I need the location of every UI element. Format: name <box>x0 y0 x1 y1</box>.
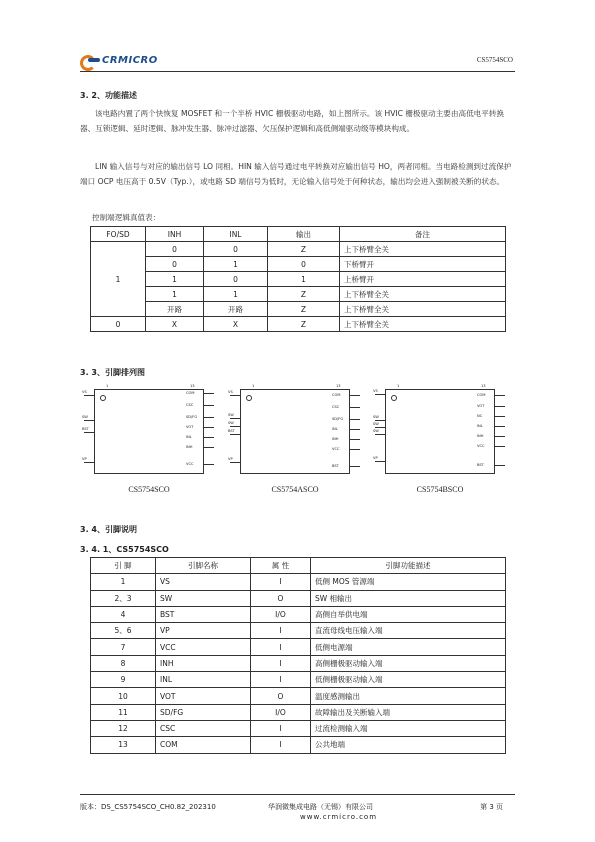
chip-pin <box>495 406 505 407</box>
pin-table-cell: 4 <box>91 606 156 622</box>
pin-label: BST <box>228 429 235 433</box>
truth-table-cell: 1 <box>268 272 340 287</box>
truth-table-row <box>91 287 506 302</box>
pin-table-cell: I <box>251 574 311 590</box>
pin-1-marker-icon <box>100 395 106 401</box>
pin-label: BST <box>477 463 484 467</box>
pin-table-cell: 5、6 <box>91 623 156 639</box>
chip-pin <box>375 434 385 435</box>
pin-number-label: 1 <box>106 384 109 388</box>
truth-table-caption: 控制端逻辑真值表： <box>92 213 161 222</box>
pin-table-cell: I <box>251 623 311 639</box>
truth-table-cell: X <box>204 317 268 332</box>
logo-text: CRMICRO <box>102 54 158 66</box>
pin-1-marker-icon <box>246 395 252 401</box>
pin-table-cell: 公共地端 <box>311 737 506 753</box>
pin-label: SW <box>373 429 379 433</box>
pin-description-table <box>90 557 506 754</box>
section-3-4-title: 3. 4、引脚说明 <box>80 525 137 534</box>
chip-pin <box>350 466 360 467</box>
chip-pin <box>495 416 505 417</box>
pin-label: VCC <box>186 462 194 466</box>
pin-label: COM <box>332 393 341 397</box>
truth-table-row <box>91 272 506 287</box>
pin-table-cell: 高侧自举供电端 <box>311 606 506 622</box>
section-3-2-title: 3. 2、功能描述 <box>80 91 137 100</box>
pin-label: SW <box>82 415 88 419</box>
chip-pin <box>84 395 94 396</box>
pin-table-cell: SW 相输出 <box>311 590 506 606</box>
pin-table-row <box>91 688 506 704</box>
pin-table-cell: I <box>251 737 311 753</box>
chip-pin <box>495 465 505 466</box>
truth-table-cell: 上下桥臂全关 <box>340 287 506 302</box>
chip-pin <box>375 461 385 462</box>
truth-table-cell: Z <box>268 287 340 302</box>
chip-pin <box>204 447 214 448</box>
pin-table-cell: INL <box>156 672 251 688</box>
pin-table-row <box>91 737 506 753</box>
pin-table-cell: 9 <box>91 672 156 688</box>
chip-pin <box>350 429 360 430</box>
pin-label: VS <box>373 389 378 393</box>
chip-pin <box>230 434 240 435</box>
pin-table-cell: 过流检测输入端 <box>311 720 506 736</box>
pin-table-cell: 8 <box>91 655 156 671</box>
pin-table-cell: 12 <box>91 720 156 736</box>
chip-pin <box>230 462 240 463</box>
pin-label: COM <box>186 391 195 395</box>
pin-table-cell: SW <box>156 590 251 606</box>
chip-package <box>385 389 495 474</box>
truth-table-cell: 0 <box>204 272 268 287</box>
chip-pin <box>350 419 360 420</box>
pin-number-label: 13 <box>336 384 341 388</box>
chip-pin <box>230 426 240 427</box>
pin-table-cell: 11 <box>91 704 156 720</box>
chip-pin <box>84 462 94 463</box>
chip-package <box>240 389 350 474</box>
truth-table-cell: 1 <box>204 287 268 302</box>
pin-table-cell: 低侧栅极驱动输入端 <box>311 672 506 688</box>
footer-page-number: 第 3 页 <box>480 803 503 811</box>
pin-label: VP <box>373 456 378 460</box>
pin-label: SD/FG <box>332 417 344 421</box>
pin-table-cell: 故障输出及关断输入端 <box>311 704 506 720</box>
pin-table-cell: I/O <box>251 704 311 720</box>
pin-table-header: 引脚功能描述 <box>311 558 506 574</box>
chip-pin <box>495 436 505 437</box>
pin-label: INH <box>477 434 484 438</box>
chip-pin <box>495 395 505 396</box>
truth-table-cell: 1 <box>204 257 268 272</box>
pin-table-row <box>91 623 506 639</box>
chip-pin <box>230 395 240 396</box>
pin-number-label: 1 <box>397 384 400 388</box>
truth-table-cell: 0 <box>268 257 340 272</box>
chip-pin <box>204 405 214 406</box>
pin-table-cell: 低侧电源端 <box>311 639 506 655</box>
chip-pin <box>230 418 240 419</box>
pin-table-cell: O <box>251 590 311 606</box>
truth-table-cell: 0 <box>91 317 146 332</box>
pin-label: CSC <box>332 405 340 409</box>
pin-table-cell: 10 <box>91 688 156 704</box>
truth-table-cell: Z <box>268 317 340 332</box>
pin-label: VS <box>82 390 87 394</box>
pin-label: VS <box>228 390 233 394</box>
pin-number-label: 13 <box>481 384 486 388</box>
chip-pin <box>204 464 214 465</box>
truth-table-cell: 0 <box>146 242 204 257</box>
pin-table-cell: I <box>251 672 311 688</box>
page-footer <box>80 794 515 824</box>
pin-table-cell: BST <box>156 606 251 622</box>
company-logo <box>80 52 158 68</box>
pin-table-cell: I <box>251 639 311 655</box>
truth-table-cell: 1 <box>146 272 204 287</box>
pin-table-cell: CSC <box>156 720 251 736</box>
pin-label: SW <box>228 421 234 425</box>
pin-label: VOT <box>186 425 194 429</box>
pin-table-cell: 温度感测输出 <box>311 688 506 704</box>
pin-label: INL <box>477 424 483 428</box>
chip-pin <box>204 427 214 428</box>
chip-pin <box>204 393 214 394</box>
chip-pin <box>350 439 360 440</box>
footer-company: 华润微集成电路（无锡）有限公司 <box>268 803 373 811</box>
pin-label: VOT <box>477 404 485 408</box>
pin-table-row <box>91 672 506 688</box>
pin-label: SW <box>373 415 379 419</box>
pin-label: BST <box>332 464 339 468</box>
footer-version: 版本：DS_CS5754SCO_CH0.82_202310 <box>80 803 216 811</box>
chip-pin <box>84 432 94 433</box>
truth-table-header: 备注 <box>340 227 506 242</box>
truth-table-cell: 上下桥臂全关 <box>340 317 506 332</box>
pin-table-cell: O <box>251 688 311 704</box>
pin-1-marker-icon <box>391 395 397 401</box>
chip-pin <box>204 437 214 438</box>
logo-mark-icon <box>80 54 102 66</box>
chip-pin <box>375 394 385 395</box>
pin-table-row <box>91 574 506 590</box>
truth-table-cell: 上桥臂开 <box>340 272 506 287</box>
header-model: CS5754SCO <box>476 56 513 64</box>
chip-pin <box>495 446 505 447</box>
chip-name: CS5754BSCO <box>416 485 464 494</box>
pin-label: INL <box>332 427 338 431</box>
pin-table-cell: I/O <box>251 606 311 622</box>
pin-table-cell: 13 <box>91 737 156 753</box>
pin-table-row <box>91 639 506 655</box>
pin-table-cell: INH <box>156 655 251 671</box>
pin-label: INH <box>186 445 193 449</box>
pin-label: SW <box>373 422 379 426</box>
chip-pin <box>350 395 360 396</box>
page-header <box>80 50 515 72</box>
pin-table-cell: 高侧栅极驱动输入端 <box>311 655 506 671</box>
pin-label: SD/FG <box>186 415 198 419</box>
pin-label: SW <box>228 413 234 417</box>
pin-label: INH <box>332 437 339 441</box>
pin-label: NC <box>477 414 483 418</box>
section-3-3-title: 3. 3、引脚排列图 <box>80 368 145 377</box>
pin-table-cell: VCC <box>156 639 251 655</box>
chip-pin <box>204 417 214 418</box>
truth-table-cell: 上下桥臂全关 <box>340 302 506 317</box>
chip-pin <box>84 420 94 421</box>
truth-table-cell: 0 <box>204 242 268 257</box>
truth-table-header: 输出 <box>268 227 340 242</box>
truth-table-cell: 1 <box>146 287 204 302</box>
truth-table-cell: 0 <box>146 257 204 272</box>
pin-table-row <box>91 606 506 622</box>
pin-label: CSC <box>186 403 194 407</box>
chip-pin <box>375 420 385 421</box>
pin-table-row <box>91 655 506 671</box>
pin-table-cell: VP <box>156 623 251 639</box>
chip-pin <box>350 407 360 408</box>
chip-pin <box>495 426 505 427</box>
truth-table <box>90 226 506 332</box>
truth-table-cell: 1 <box>91 242 146 317</box>
pin-table-row <box>91 720 506 736</box>
truth-table-row <box>91 317 506 332</box>
pin-table-cell: I <box>251 655 311 671</box>
truth-table-header: INH <box>146 227 204 242</box>
truth-table-cell: X <box>146 317 204 332</box>
pin-table-cell: VOT <box>156 688 251 704</box>
truth-table-cell: 开路 <box>146 302 204 317</box>
truth-table-row <box>91 242 506 257</box>
pin-table-cell: VS <box>156 574 251 590</box>
truth-table-cell: Z <box>268 302 340 317</box>
pin-table-row <box>91 590 506 606</box>
truth-table-header: INL <box>204 227 268 242</box>
pin-table-cell: 低侧 MOS 管源端 <box>311 574 506 590</box>
pin-number-label: 13 <box>190 384 195 388</box>
chip-name: CS5754SCO <box>128 485 170 494</box>
section-3-2-paragraph-1: 该电路内置了两个快恢复 MOSFET 和一个半桥 HVIC 栅极驱动电路，如上图所示。该 HVIC 栅极驱动主要由高低电平转换器、互锁逻辑、延时逻辑、脉冲发生器、脉冲过滤器、欠压保护逻辑和高低侧端驱动级等模块构成。 <box>80 109 505 133</box>
truth-table-row <box>91 302 506 317</box>
chip-name: CS5754ASCO <box>271 485 319 494</box>
truth-table-cell: 上下桥臂全关 <box>340 242 506 257</box>
chip-pin <box>375 427 385 428</box>
pin-table-cell: SD/FG <box>156 704 251 720</box>
truth-table-cell: 开路 <box>204 302 268 317</box>
pin-table-cell: I <box>251 720 311 736</box>
pin-label: VP <box>82 457 87 461</box>
pin-table-header: 引脚名称 <box>156 558 251 574</box>
chip-pin <box>350 449 360 450</box>
pin-table-cell: 2、3 <box>91 590 156 606</box>
truth-table-cell: 下桥臂开 <box>340 257 506 272</box>
pin-label: VP <box>228 457 233 461</box>
pin-table-cell: 直流母线电压输入端 <box>311 623 506 639</box>
truth-table-row <box>91 257 506 272</box>
pin-number-label: 1 <box>252 384 255 388</box>
pin-table-cell: COM <box>156 737 251 753</box>
truth-table-header: FO/SD <box>91 227 146 242</box>
pin-label: VCC <box>332 447 340 451</box>
pin-table-row <box>91 704 506 720</box>
pin-table-header: 引 脚 <box>91 558 156 574</box>
pin-label: INL <box>186 435 192 439</box>
pin-table-cell: 7 <box>91 639 156 655</box>
pin-table-cell: 1 <box>91 574 156 590</box>
pin-label: VCC <box>477 444 485 448</box>
section-3-4-1-title: 3. 4. 1、CS5754SCO <box>80 545 169 554</box>
pin-table-header: 属 性 <box>251 558 311 574</box>
truth-table-cell: Z <box>268 242 340 257</box>
pin-label: BST <box>82 427 89 431</box>
pin-label: COM <box>477 393 486 397</box>
section-3-2-paragraph-2: LIN 输入信号与对应的输出信号 LO 同相。HIN 输入信号通过电平转换对应输出信号 HO，两者同相。当电路检测到过流保护端口 OCP 电压高于 0.5V（Typ.），或电路 SD 端信号为低时，无论输入信号处于何种状态，输出均会进入强制被关断的状态。 <box>80 162 512 186</box>
footer-website: www.crmicro.com <box>300 813 378 821</box>
